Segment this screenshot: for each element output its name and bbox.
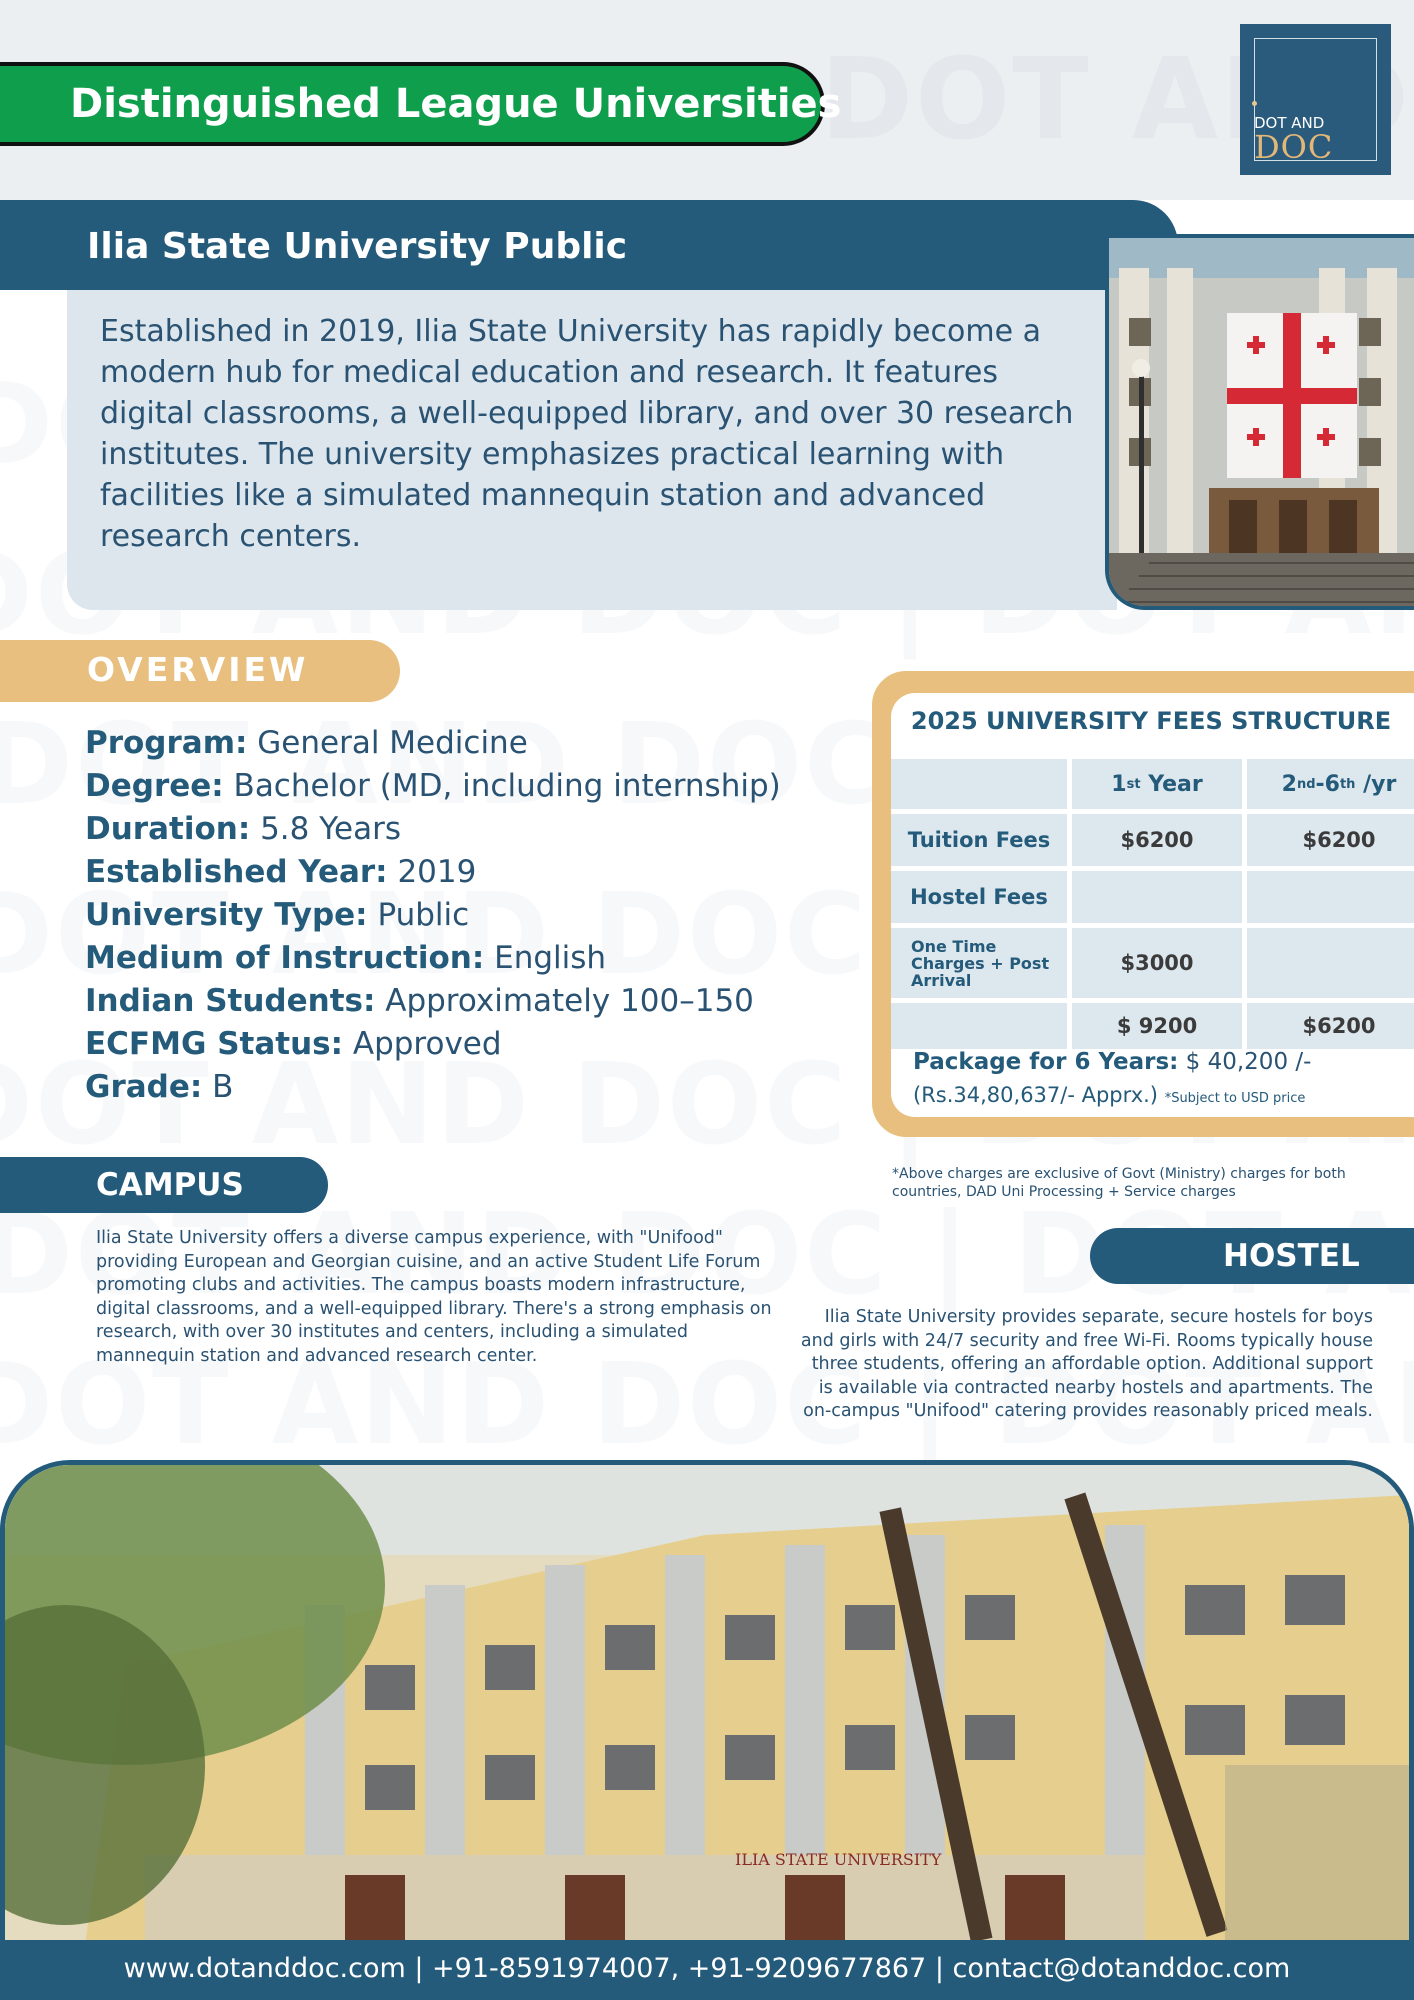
year-suffix: nd (1296, 776, 1316, 792)
year-suffix: th (1339, 776, 1356, 792)
package-label: Package for 6 Years: (913, 1049, 1179, 1075)
overview-value: B (212, 1069, 234, 1105)
overview-label: Indian Students: (85, 983, 376, 1019)
overview-value: General Medicine (257, 725, 528, 761)
fees-header-row (891, 759, 1414, 809)
overview-row (85, 1066, 781, 1109)
fees-row-year1 (1072, 871, 1242, 923)
fees-row-label: One Time Charges + Post Arrival (891, 928, 1067, 998)
overview-row (85, 1023, 781, 1066)
overview-value: English (494, 940, 607, 976)
overview-label: Degree: (85, 768, 224, 804)
fees-header-years2-6 (1247, 759, 1414, 809)
package-inr-line (913, 1083, 1305, 1107)
year-suffix: st (1126, 776, 1141, 792)
overview-label: University Type: (85, 897, 368, 933)
campus-text: Ilia State University offers a diverse campus experience, with "Unifood" providing European and Georgian cuisine, and an active Student Life Forum promoting clubs and activities. The campus boasts modern infrastructure, digital classrooms, and a well-equipped library. There's a strong emphasis on research, with over 30 institutes and centers, including a simulated mannequin station and advanced research center. (96, 1228, 772, 1366)
university-flag-photo (1105, 234, 1414, 610)
overview-value: Approved (352, 1026, 502, 1062)
campus-heading: CAMPUS (96, 1167, 244, 1203)
fees-total-row (891, 1003, 1414, 1049)
overview-label: Medium of Instruction: (85, 940, 485, 976)
campus-heading-pill (0, 1157, 328, 1213)
package-usd: $ 40,200 /- (1185, 1049, 1312, 1075)
hostel-heading: HOSTEL (1223, 1238, 1360, 1274)
page-title-banner (0, 62, 842, 146)
fees-row-years2-6 (1247, 928, 1414, 998)
year-number: 1 (1111, 771, 1127, 797)
university-name: Ilia State University Public (87, 226, 628, 267)
overview-row (85, 851, 781, 894)
fees-row-year1: $6200 (1072, 814, 1242, 866)
logo-text-top: DOT AND (1254, 114, 1325, 132)
fees-total-year1: $ 9200 (1072, 1003, 1242, 1049)
fees-row-years2-6: $6200 (1247, 814, 1414, 866)
overview-row (85, 980, 781, 1023)
building-sign: ILIA STATE UNIVERSITY (735, 1850, 942, 1869)
package-line (913, 1049, 1311, 1075)
fees-row-label (891, 1003, 1067, 1049)
package-inr: (Rs.34,80,637/- Apprx.) (913, 1083, 1158, 1107)
overview-value: 2019 (397, 854, 477, 890)
year-number: 2 (1281, 771, 1297, 797)
overview-row (85, 894, 781, 937)
university-name-bar (0, 200, 1178, 290)
overview-list (85, 722, 781, 1109)
page-title: Distinguished League Universities (70, 81, 842, 127)
fees-row (891, 871, 1414, 923)
hostel-heading-pill (1090, 1228, 1414, 1284)
fees-row-years2-6 (1247, 871, 1414, 923)
overview-label: Duration: (85, 811, 251, 847)
overview-value: 5.8 Years (260, 811, 402, 847)
fees-header-blank (891, 759, 1067, 809)
fees-row (891, 928, 1414, 998)
logo-text-bottom: DOC (1254, 128, 1334, 166)
year-text: Year (1140, 771, 1203, 797)
overview-label: Grade: (85, 1069, 203, 1105)
overview-row (85, 937, 781, 980)
fees-row-label: Hostel Fees (891, 871, 1067, 923)
fees-row-year1: $3000 (1072, 928, 1242, 998)
fees-footnote: *Above charges are exclusive of Govt (Ministry) charges for both countries, DAD Uni Processing + Service charges (892, 1166, 1346, 1200)
overview-row (85, 808, 781, 851)
overview-row (85, 722, 781, 765)
overview-label: Established Year: (85, 854, 388, 890)
overview-value: Bachelor (MD, including internship) (233, 768, 781, 804)
fees-header-year1 (1072, 759, 1242, 809)
footer-contact[interactable]: www.dotanddoc.com | +91-8591974007, +91-9209677867 | contact@dotanddoc.com (123, 1953, 1291, 1984)
fees-title: 2025 UNIVERSITY FEES STRUCTURE (910, 707, 1392, 735)
overview-value: Public (377, 897, 470, 933)
fees-table (891, 693, 1414, 1117)
campus-building-photo (0, 1460, 1414, 1940)
overview-label: Program: (85, 725, 248, 761)
overview-heading-pill (0, 640, 400, 702)
university-intro: Established in 2019, Ilia State University has rapidly become a modern hub for medical education and research. It features digital classrooms, a well-equipped library, and over 30 research institutes. The university emphasizes practical learning with facilities like a simulated mannequin station and advanced research centers. (100, 314, 1074, 554)
dot-and-doc-logo[interactable] (1240, 24, 1391, 175)
year-text: /yr (1355, 771, 1397, 797)
logo-dot (1252, 101, 1257, 106)
overview-row (85, 765, 781, 808)
hostel-text: Ilia State University provides separate, secure hostels for boys and girls with 24/7 security and free Wi-Fi. Rooms typically house three students, offering an affordable option. Additional support is available via contracted nearby hostels and apartments. The on-campus "Unifood" catering provides reasonably priced meals. (800, 1307, 1373, 1421)
overview-label: ECFMG Status: (85, 1026, 343, 1062)
fees-row (891, 814, 1414, 866)
fees-total-years2-6: $6200 (1247, 1003, 1414, 1049)
fees-row-label: Tuition Fees (891, 814, 1067, 866)
year-number: -6 (1315, 771, 1340, 797)
footer-bar (0, 1940, 1414, 2000)
overview-value: Approximately 100–150 (385, 983, 754, 1019)
package-note: *Subject to USD price (1164, 1091, 1306, 1106)
overview-heading: OVERVIEW (87, 650, 309, 689)
